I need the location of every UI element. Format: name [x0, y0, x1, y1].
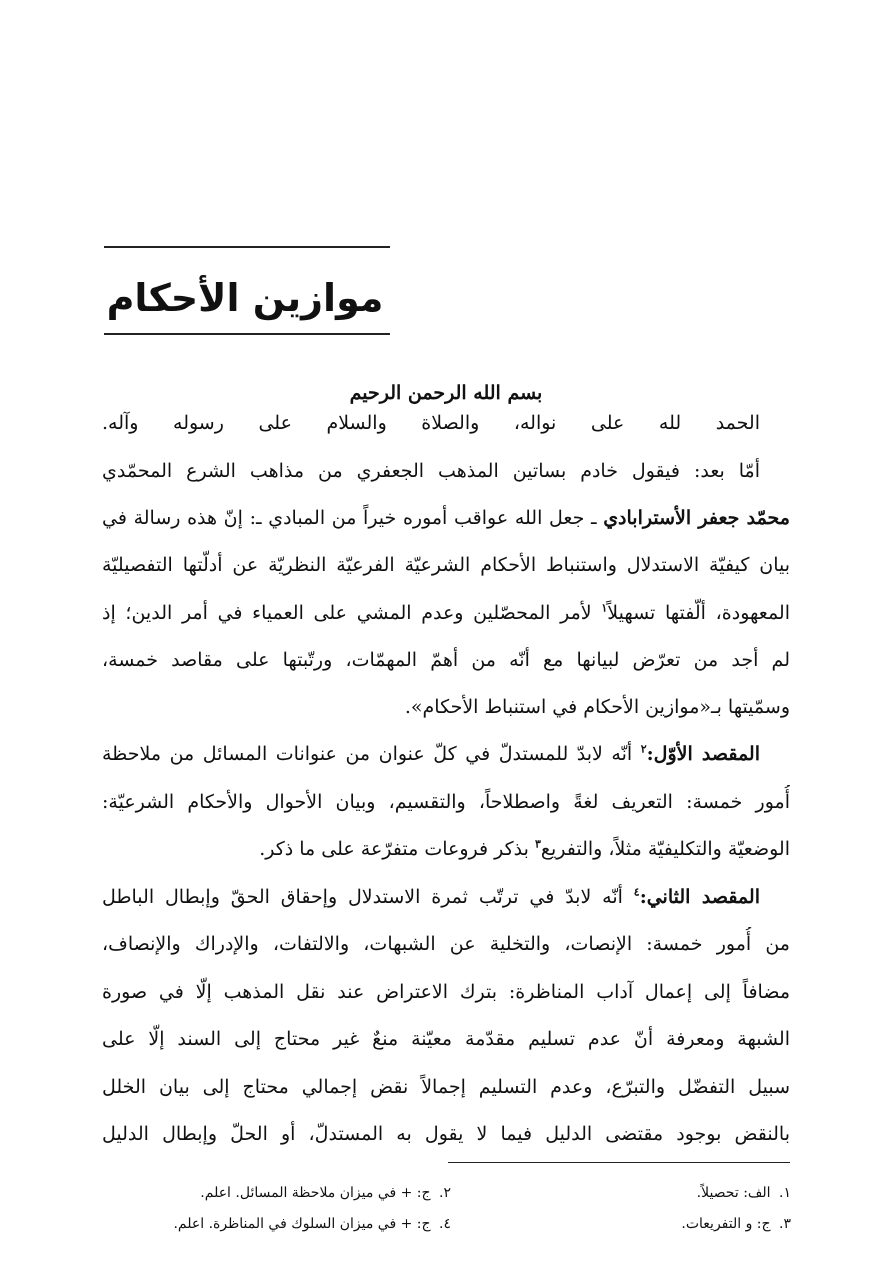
line-text: بذكر فروعات متفرّعة على ما ذكر. [259, 838, 535, 860]
line-text: بالنقض بوجود مقتضى الدليل فيما لا يقول به المستدلّ، أو الحلّ وإبطال الدليل [102, 1123, 790, 1145]
body-line [102, 643, 790, 677]
section-heading: المقصد الثاني: [639, 886, 760, 908]
body-line [102, 548, 790, 582]
line-text: المعهودة، ألّفتها تسهيلاً [607, 602, 790, 624]
line-text: من أُمور خمسة: الإنصات، والتخلية عن الشبهات، والالتفات، والإدراك والإنصاف، [102, 933, 790, 955]
footnote-number: ٤. [439, 1216, 451, 1232]
body-line [102, 454, 760, 488]
body-line [102, 596, 790, 630]
line-text: لم أجد من تعرّض لبيانها مع أنّه من أهمّ المهمّات، ورتّبتها على مقاصد خمسة، [102, 649, 790, 671]
footnote-text: ج: و التفريعات. [681, 1216, 771, 1232]
line-text: سبيل التفضّل والتبرّع، وعدم التسليم إجمالاً نقض إجمالي محتاج إلى بيان الخلل [102, 1076, 790, 1098]
line-text: أنّه لابدّ للمستدلّ في كلّ عنوان من عنوانات المسائل من ملاحظة [102, 743, 641, 765]
footnote-ref: ٤ [633, 885, 640, 899]
footnote [491, 1210, 791, 1238]
body-line [102, 1022, 790, 1056]
title-bottom-rule [104, 333, 390, 335]
footnote-text: الف: تحصيلاً. [696, 1185, 771, 1201]
title-top-rule [104, 246, 390, 248]
footnote-text: ج: + في ميزان ملاحظة المسائل. اعلم. [200, 1185, 431, 1201]
footnote-number: ٢. [439, 1185, 451, 1201]
footnote [151, 1179, 451, 1207]
footnote-number: ٣. [779, 1216, 791, 1232]
line-text: أنّه لابدّ في ترتّب ثمرة الاستدلال وإحقاق الحقّ وإبطال الباطل [102, 886, 634, 908]
body-line [102, 1117, 790, 1151]
line-text: مضافاً إلى إعمال آداب المناظرة: بترك الاعتراض عند نقل المذهب إلّا في صورة [102, 981, 790, 1003]
body-line [102, 406, 760, 440]
author-name: محمّد جعفر الأسترابادي [603, 507, 790, 529]
body-line [102, 832, 790, 866]
footnote [151, 1210, 451, 1238]
line-text: أمّا بعد: فيقول خادم بساتين المذهب الجعفري من مذاهب الشرع المحمّدي [102, 460, 760, 482]
footnote-number: ١. [779, 1185, 791, 1201]
body-line [102, 785, 790, 819]
body-line [102, 737, 760, 771]
body-line [102, 690, 790, 724]
line-text: الوضعيّة والتكليفيّة مثلاً، والتفريع [540, 838, 790, 860]
line-text: الشبهة ومعرفة أنّ عدم تسليم مقدّمة معيّنة منعٌ غير محتاج إلى السند إلّا على [102, 1028, 790, 1050]
footnote-ref: ٣ [534, 837, 541, 851]
line-text: وسمّيتها بـ«موازين الأحكام في استنباط الأحكام». [404, 696, 790, 718]
body-line [102, 1070, 790, 1104]
line-text: أُمور خمسة: التعريف لغةً واصطلاحاً، والتقسيم، وبيان الأحوال والأحكام الشرعيّة: [102, 791, 790, 813]
chapter-title: موازين الأحكام [106, 276, 384, 320]
line-text: ـ جعل الله عواقب أموره خيراً من المبادي ـ: إنّ هذه رسالة في [102, 507, 604, 529]
body-line [102, 880, 760, 914]
body-line [102, 927, 790, 961]
section-heading: المقصد الأوّل: [646, 743, 760, 765]
line-text: الحمد لله على نواله، والصلاة والسلام على رسوله وآله. [102, 412, 760, 434]
footnote [491, 1179, 791, 1207]
line-text: بيان كيفيّة الاستدلال واستنباط الأحكام الشرعيّة الفرعيّة النظريّة عن أدلّتها التفصيليّة [102, 554, 790, 576]
footnote-ref: ١ [601, 601, 608, 615]
basmala: بسم الله الرحمن الرحيم [349, 382, 543, 404]
body-line [102, 501, 790, 535]
footnote-text: ج: + في ميزان السلوك في المناظرة. اعلم. [173, 1216, 431, 1232]
footnote-separator [448, 1162, 790, 1163]
line-text: لأمر المحصّلين وعدم المشي على العمياء في أمر الدين؛ إذ [102, 602, 602, 624]
footnote-ref: ٢ [640, 742, 647, 756]
body-line [102, 975, 790, 1009]
